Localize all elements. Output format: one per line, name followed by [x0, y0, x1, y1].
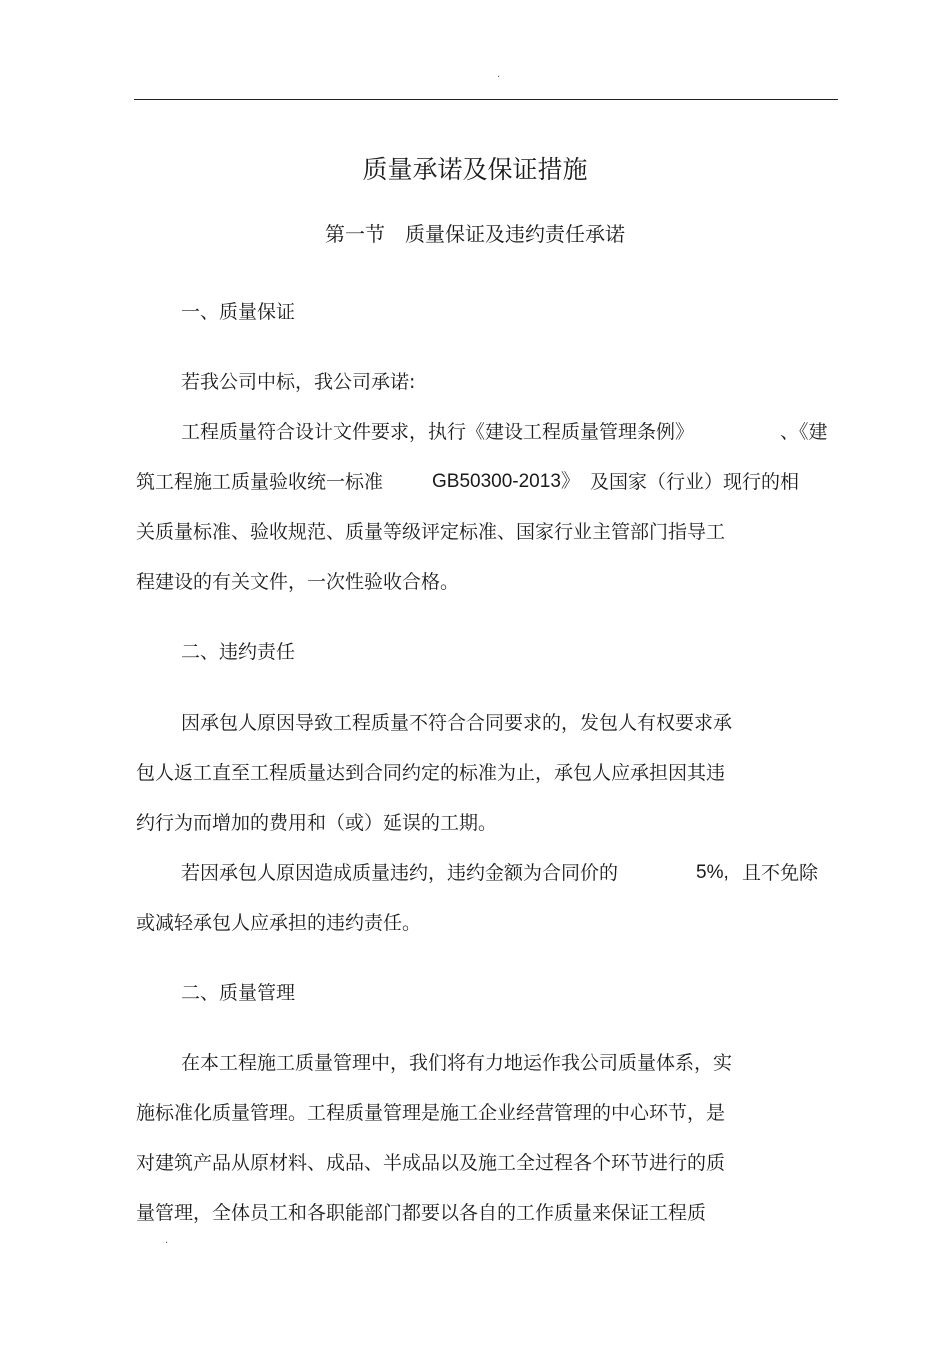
paragraph-line: 筑工程施工质量验收统一标准: [136, 471, 384, 493]
heading-quality-assurance: 一、质量保证: [181, 301, 296, 323]
footer-mark: ·: [165, 1238, 169, 1249]
paragraph-line: 且不免除: [742, 862, 819, 884]
heading-breach-liability: 二、违约责任: [181, 641, 296, 663]
paragraph-line: 若我公司中标，我公司承诺:: [181, 371, 416, 393]
header-mark: ·: [497, 72, 501, 83]
paragraph-line: 程建设的有关文件，一次性验收合格。: [136, 571, 460, 593]
paragraph-line: 量管理，全体员工和各职能部门都要以各自的工作质量来保证工程质: [136, 1202, 707, 1224]
paragraph-line: 关质量标准、验收规范、质量等级评定标准、国家行业主管部门指导工: [136, 521, 726, 543]
heading-quality-management: 二、质量管理: [181, 982, 296, 1004]
paragraph-line: 、《建: [780, 421, 828, 443]
paragraph-line: 或减轻承包人应承担的违约责任。: [136, 912, 422, 934]
penalty-percent: 5%,: [696, 862, 729, 883]
standard-code: GB50300-2013》: [432, 471, 580, 492]
paragraph-line: 在本工程施工质量管理中，我们将有力地运作我公司质量体系，实: [181, 1052, 733, 1074]
section-subtitle: 第一节 质量保证及违约责任承诺: [325, 222, 625, 246]
paragraph-line: 对建筑产品从原材料、成品、半成品以及施工全过程各个环节进行的质: [136, 1152, 726, 1174]
paragraph-line: 施标准化质量管理。工程质量管理是施工企业经营管理的中心环节，是: [136, 1102, 726, 1124]
document-title: 质量承诺及保证措施: [362, 155, 588, 184]
paragraph-line: 因承包人原因导致工程质量不符合合同要求的，发包人有权要求承: [181, 712, 733, 734]
paragraph-line: 包人返工直至工程质量达到合同约定的标准为止，承包人应承担因其违: [136, 762, 726, 784]
paragraph-line: 工程质量符合设计文件要求，执行《建设工程质量管理条例》: [181, 421, 695, 443]
header-rule: [134, 99, 838, 100]
paragraph-line: 若因承包人原因造成质量违约，违约金额为合同价的: [181, 862, 619, 884]
paragraph-line: 约行为而增加的费用和（或）延误的工期。: [136, 812, 498, 834]
paragraph-line: 及国家（行业）现行的相: [590, 471, 800, 493]
